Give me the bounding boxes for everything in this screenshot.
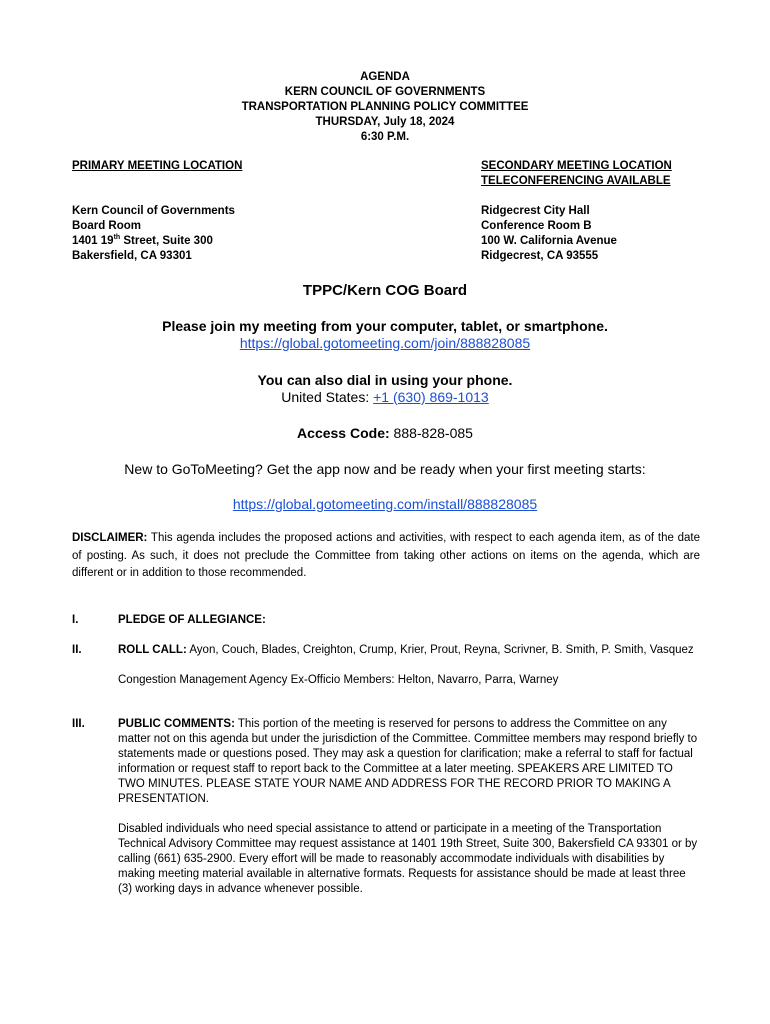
primary-location (72, 159, 412, 264)
secondary-name: Ridgecrest City Hall (481, 205, 590, 217)
item-text: This portion of the meeting is reserved for persons to address the Committee on any matter not on this agenda but under the jurisdiction of the Committee. Committee members may respond briefly to statements made or questions posed. They may ask a question for clarification; make a referral to staff for factual information or request staff to report back to the Committee at a later meeting. SPEAKERS ARE LIMITED TO TWO MINUTES. PLEASE STATE YOUR NAME AND ADDRESS FOR THE RECORD PRIOR TO MAKING A PRESENTATION. (118, 718, 698, 805)
secondary-city: Ridgecrest, CA 93555 (481, 250, 599, 262)
item-number: III. (72, 718, 85, 730)
primary-city: Bakersfield, CA 93301 (72, 250, 192, 262)
access-code (0, 425, 770, 442)
agenda-item-roll-call (72, 643, 700, 688)
agenda-item-pledge (72, 613, 700, 628)
access-value: 888-828-085 (393, 425, 473, 441)
primary-street: 1401 19th Street, Suite 300 (72, 234, 213, 247)
primary-location-title: PRIMARY MEETING LOCATION (72, 160, 243, 172)
agenda-item-public-comments (72, 717, 700, 897)
secondary-location (481, 159, 741, 264)
primary-address (72, 204, 412, 264)
secondary-address (481, 204, 741, 264)
dial-country: United States: (281, 389, 374, 405)
teleconferencing-note: TELECONFERENCING AVAILABLE (481, 175, 671, 187)
agenda-header (0, 70, 770, 145)
phone-link[interactable]: +1 (630) 869-1013 (373, 389, 489, 405)
header-time: 6:30 P.M. (360, 131, 410, 143)
item-title: PUBLIC COMMENTS: (118, 718, 235, 730)
header-committee: TRANSPORTATION PLANNING POLICY COMMITTEE (241, 101, 529, 113)
disclaimer (72, 530, 700, 583)
primary-name: Kern Council of Governments (72, 205, 235, 217)
item-title: ROLL CALL: (118, 644, 187, 656)
board-title: TPPC/Kern COG Board (302, 282, 468, 299)
install-link[interactable]: https://global.gotomeeting.com/install/888828085 (232, 496, 538, 512)
header-org: KERN COUNCIL OF GOVERNMENTS (284, 86, 486, 98)
accessibility-note: Disabled individuals who need special assistance to attend or participate in a meeting of the Transportation Technical Advisory Committee may request assistance at 1401 19th Street, Suite 300, Bakersfield CA 93301 or by calling (661) 635-2900. Every effort will be made to reasonably accommodate individuals with disabilities by making meeting material available in alternative formats. Requests for assistance should be made at least three (3) working days in advance whenever possible. (118, 823, 698, 895)
disclaimer-text: This agenda includes the proposed actions and activities, with respect to each agenda item, as of the date of posting. As such, it does not preclude the Committee from taking other actions on items on the agenda, which are different or in addition to those recommended. (72, 532, 700, 579)
new-to-section (0, 461, 770, 513)
dial-section (0, 372, 770, 406)
secondary-street: 100 W. California Avenue (481, 235, 617, 247)
item-number: I. (72, 614, 79, 626)
join-section (0, 318, 770, 352)
access-label: Access Code: (297, 425, 394, 441)
join-text: Please join my meeting from your computer, tablet, or smartphone. (162, 318, 608, 334)
join-link[interactable]: https://global.gotomeeting.com/join/888828085 (239, 335, 531, 351)
secondary-location-title: SECONDARY MEETING LOCATION (481, 160, 672, 172)
disclaimer-label: DISCLAIMER: (72, 532, 148, 544)
dial-text: You can also dial in using your phone. (257, 372, 513, 388)
item-text: Ayon, Couch, Blades, Creighton, Crump, Krier, Prout, Reyna, Scrivner, B. Smith, P. Smith, Vasquez (186, 644, 694, 656)
primary-room: Board Room (72, 220, 141, 232)
header-date: THURSDAY, July 18, 2024 (315, 116, 455, 128)
new-to-text: New to GoToMeeting? Get the app now and be ready when your first meeting starts: (124, 461, 646, 477)
secondary-room: Conference Room B (481, 220, 592, 232)
item-title: PLEDGE OF ALLEGIANCE: (118, 614, 266, 626)
ex-officio-members: Congestion Management Agency Ex-Officio Members: Helton, Navarro, Parra, Warney (118, 674, 559, 686)
header-agenda: AGENDA (360, 71, 410, 83)
item-number: II. (72, 644, 82, 656)
